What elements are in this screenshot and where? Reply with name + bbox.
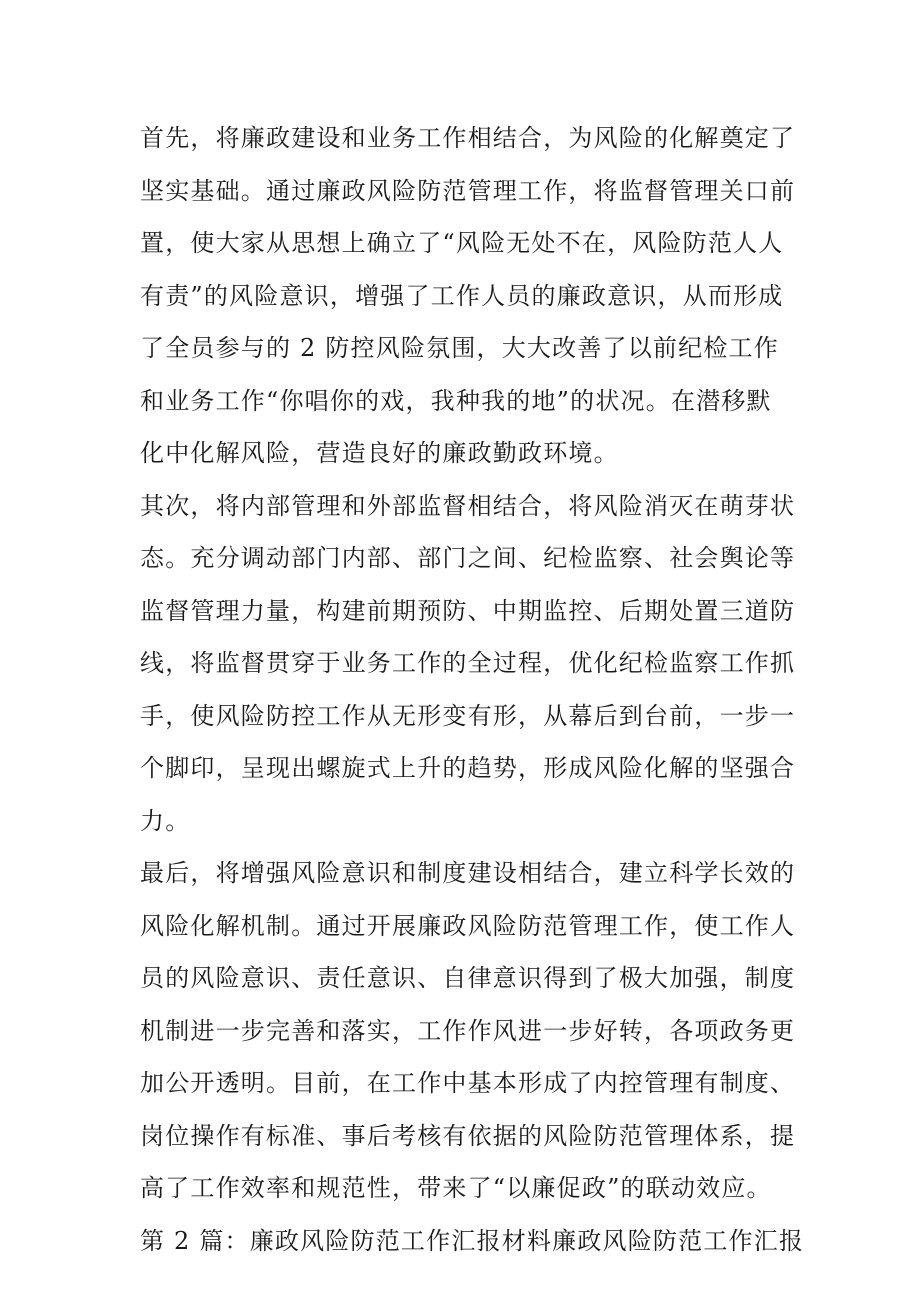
text-line: 有责”的风险意识，增强了工作人员的廉政意识，从而形成 xyxy=(140,281,784,310)
text-line: 和业务工作“你唱你的戏，我种我的地”的状况。在潜移默 xyxy=(140,386,772,415)
text-line: 风险化解机制。通过开展廉政风险防范管理工作，使工作人 xyxy=(140,911,796,940)
section-heading: 第 2 篇：廉政风险防范工作汇报材料廉政风险防范工作汇报 xyxy=(140,1226,805,1255)
text-line: 态。充分调动部门内部、部门之间、纪检监察、社会舆论等 xyxy=(140,544,796,572)
text-line: 监督管理力量，构建前期预防、中期监控、后期处置三道防 xyxy=(140,596,796,625)
text-line: 首先，将廉政建设和业务工作相结合，为风险的化解奠定了 xyxy=(140,124,796,152)
text-line: 了全员参与的 2 防控风险氛围，大大改善了以前纪检工作 xyxy=(140,334,779,362)
text-line: 员的风险意识、责任意识、自律意识得到了极大加强，制度 xyxy=(140,964,796,992)
text-line: 岗位操作有标准、事后考核有依据的风险防范管理体系，提 xyxy=(140,1121,796,1150)
text-line: 高了工作效率和规范性，带来了“以廉促政”的联动效应。 xyxy=(140,1174,772,1202)
text-line: 其次，将内部管理和外部监督相结合，将风险消灭在萌芽状 xyxy=(140,491,796,520)
text-line: 线，将监督贯穿于业务工作的全过程，优化纪检监察工作抓 xyxy=(140,649,796,677)
text-line: 置，使大家从思想上确立了“风险无处不在，风险防范人人 xyxy=(140,229,784,257)
text-line: 化中化解风险，营造良好的廉政勤政环境。 xyxy=(140,439,619,467)
text-line: 机制进一步完善和落实，工作作风进一步好转，各项政务更 xyxy=(140,1016,796,1045)
text-line: 个脚印，呈现出螺旋式上升的趋势，形成风险化解的坚强合 xyxy=(140,754,796,782)
text-line: 坚实基础。通过廉政风险防范管理工作，将监督管理关口前 xyxy=(140,176,796,205)
text-line: 力。 xyxy=(140,806,191,835)
text-line: 手，使风险防控工作从无形变有形，从幕后到台前，一步一 xyxy=(140,701,796,730)
text-line: 最后，将增强风险意识和制度建设相结合，建立科学长效的 xyxy=(140,859,796,887)
document-body xyxy=(140,112,805,1267)
text-line: 加公开透明。目前，在工作中基本形成了内控管理有制度、 xyxy=(140,1069,796,1097)
